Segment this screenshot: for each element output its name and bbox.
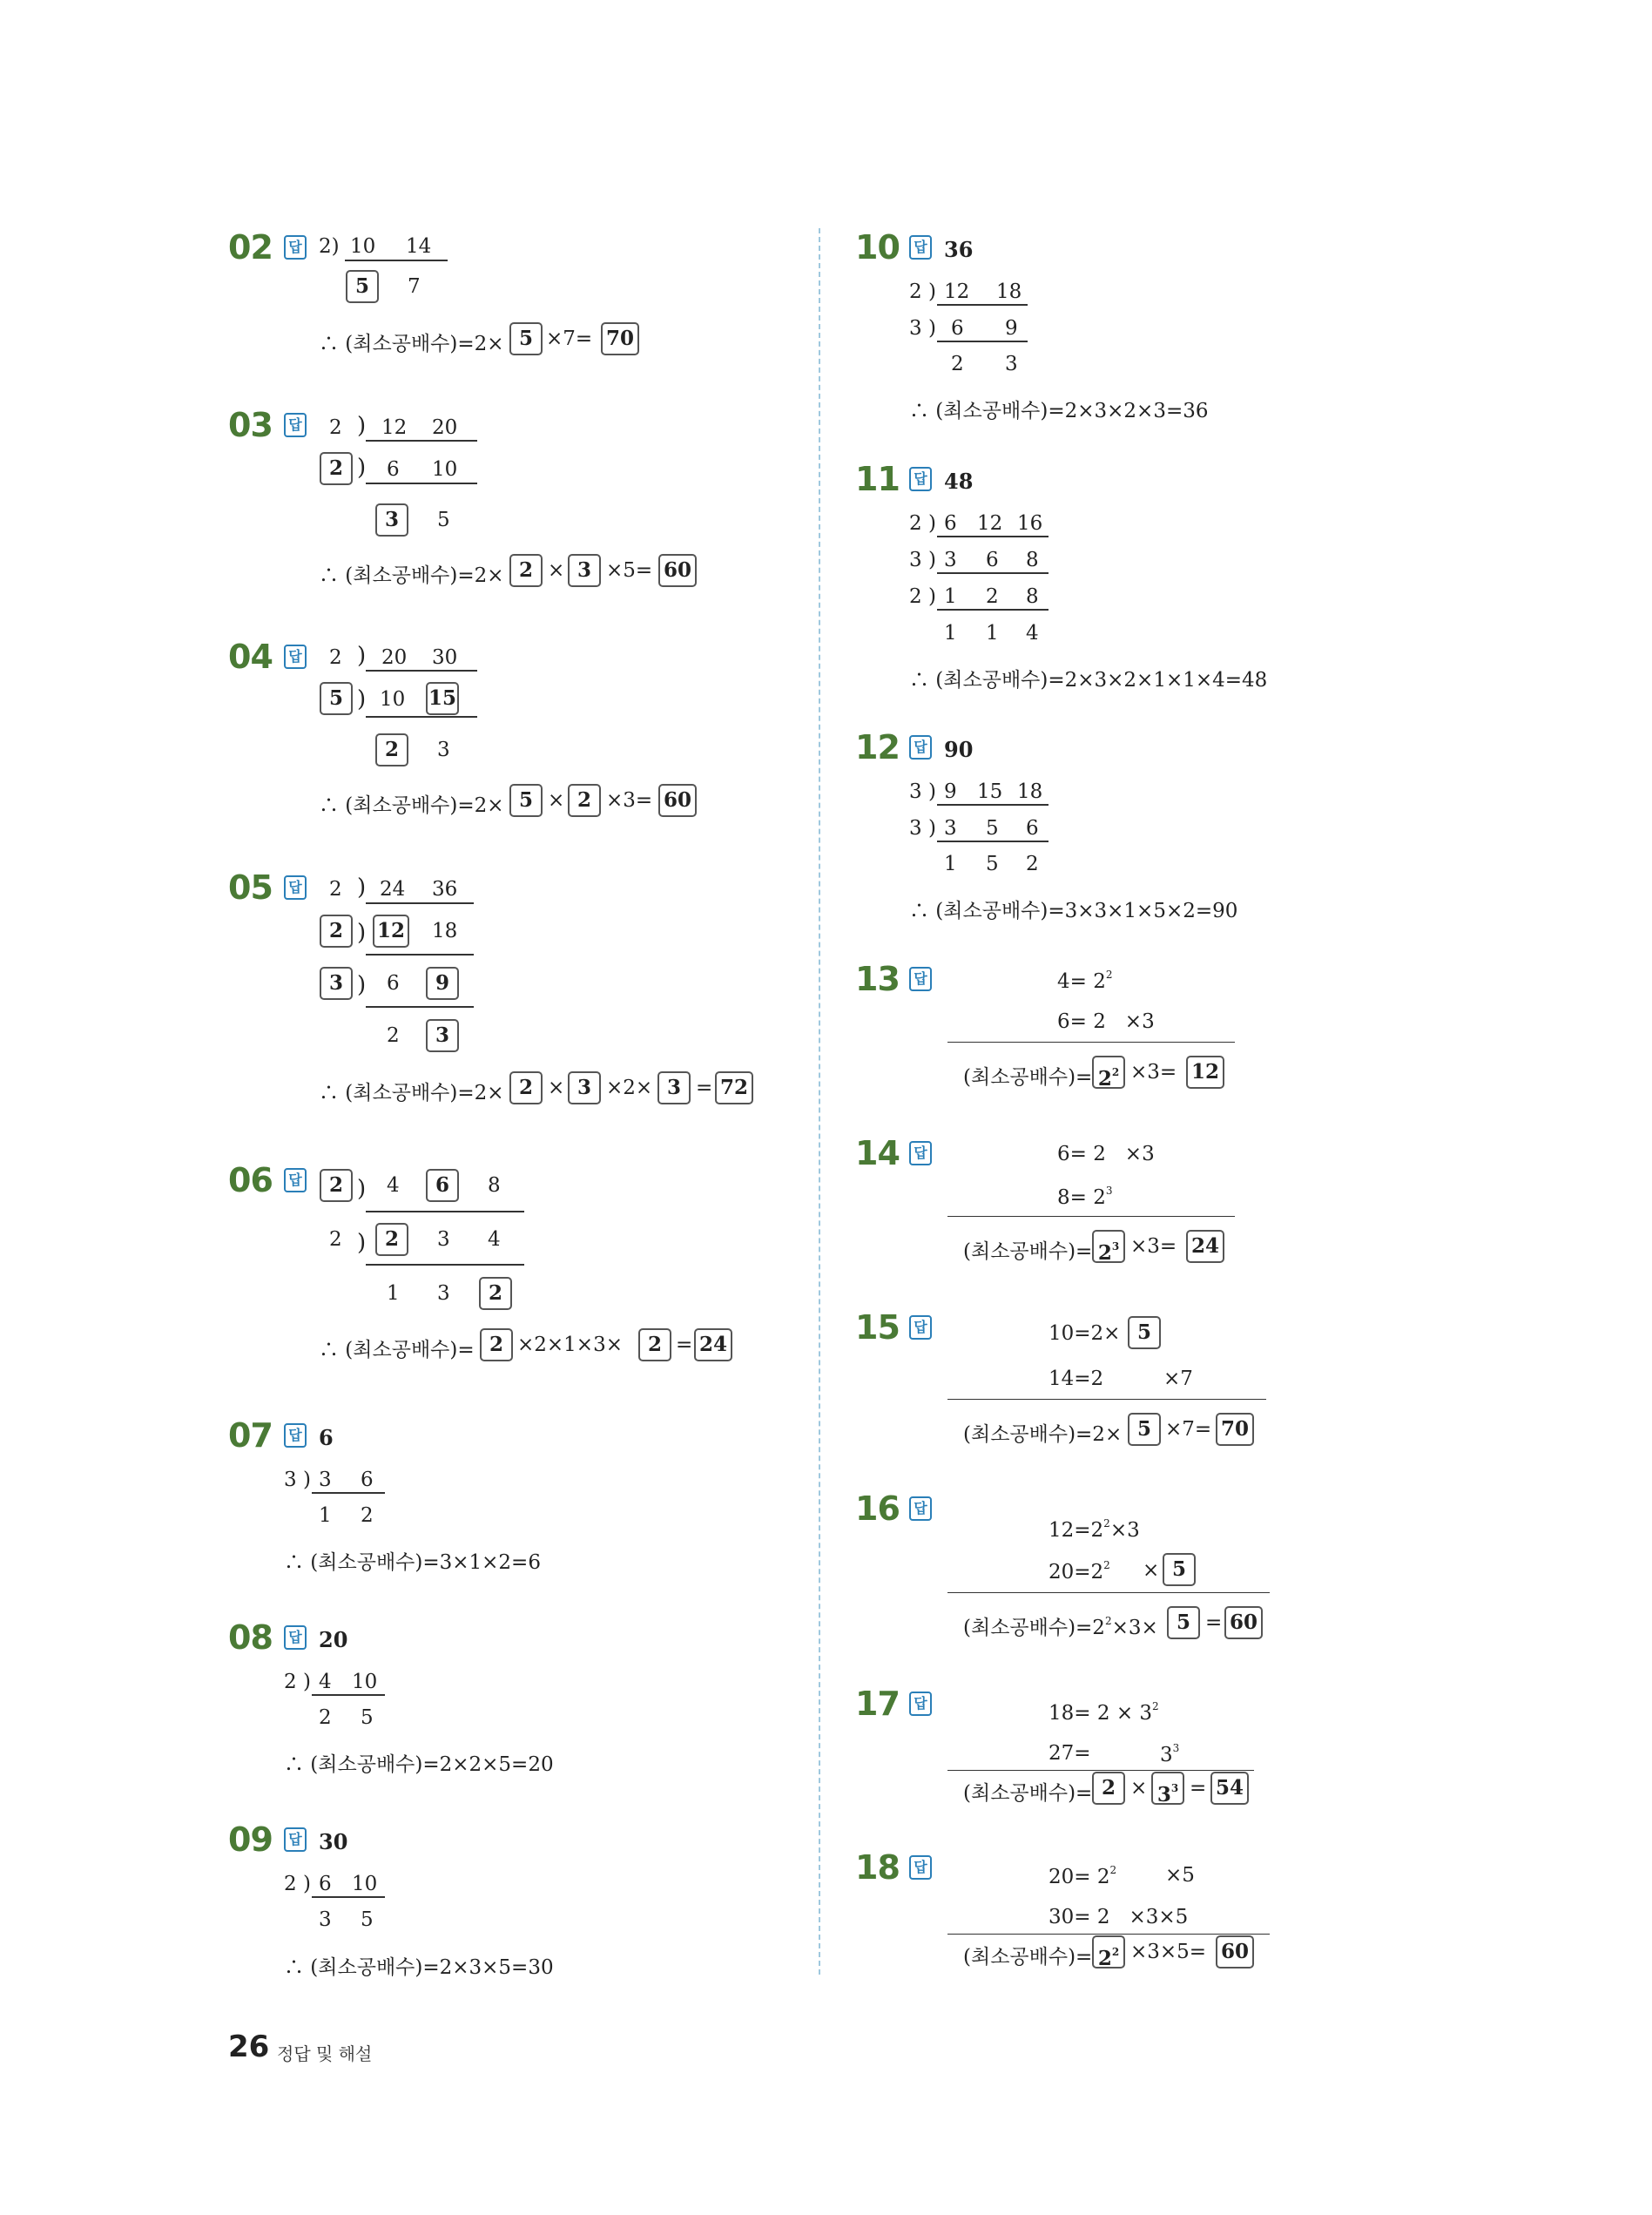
divisor: 3 ) <box>909 317 936 340</box>
divisor: 2 <box>329 646 342 669</box>
divisor: 2 <box>329 878 342 901</box>
cell: 1 <box>944 853 957 875</box>
answer-badge: 답 <box>909 967 932 991</box>
division-line <box>937 304 1028 306</box>
problem-number: 06 <box>228 1161 273 1199</box>
cell: 2 <box>387 1024 400 1047</box>
answer-box: $2^2$ <box>1092 1935 1125 1969</box>
answer-box: 5 <box>509 322 543 355</box>
division-line <box>366 440 477 442</box>
cell: 12 <box>977 512 1003 535</box>
answer-badge: 답 <box>909 1496 932 1521</box>
division-line <box>366 1006 474 1008</box>
final-answer: 36 <box>944 237 974 262</box>
divisor: 2 ) <box>284 1873 311 1895</box>
answer-badge: 답 <box>284 413 307 437</box>
final-answer: 20 <box>319 1627 348 1652</box>
cell: 3 <box>1005 353 1018 375</box>
footer-title: 정답 및 해설 <box>277 2043 373 2064</box>
cell: 36 <box>432 878 458 901</box>
conclusion-text: ∴ (최소공배수)=3×1×2=6 <box>284 1551 541 1574</box>
cell: 1 <box>319 1504 332 1527</box>
cell: 30 <box>432 646 458 669</box>
problem-number: 03 <box>228 406 273 444</box>
cell: 2 <box>986 585 999 608</box>
conclusion-text: ∴ (최소공배수)=2× <box>319 1082 504 1104</box>
divider-line <box>947 1592 1270 1593</box>
division-line <box>366 670 477 672</box>
cell: 18 <box>996 280 1022 303</box>
cell: 20 <box>432 416 458 439</box>
cell: 5 <box>986 853 999 875</box>
division-line <box>937 572 1049 574</box>
answer-box: 60 <box>1224 1606 1263 1639</box>
answer-badge: 답 <box>909 1855 932 1880</box>
conclusion-text: ∴ (최소공배수)=2×3×2×3=36 <box>909 400 1209 422</box>
cell: 7 <box>408 275 421 298</box>
problem-number: 05 <box>228 868 273 907</box>
problem-number: 07 <box>228 1416 273 1455</box>
answer-box: 9 <box>426 967 459 1000</box>
lcm-text: (최소공배수)= <box>963 1240 1093 1263</box>
division-line <box>366 902 474 904</box>
answer-badge: 답 <box>284 875 307 900</box>
cell: 6 <box>319 1873 332 1895</box>
cell: 4 <box>387 1174 400 1197</box>
answer-box: 70 <box>1216 1413 1254 1446</box>
page-number: 26 <box>228 2029 270 2064</box>
cell: 4 <box>319 1671 332 1693</box>
cell: 10 <box>352 1873 378 1895</box>
answer-badge: 답 <box>284 1625 307 1650</box>
cell: 4 <box>488 1228 501 1251</box>
answer-box: 5 <box>1167 1606 1200 1639</box>
division-line <box>937 341 1028 342</box>
division-line <box>937 841 1049 842</box>
answer-box: 24 <box>694 1328 732 1361</box>
division-line <box>937 804 1049 806</box>
factor-line: 27= <box>1049 1742 1091 1765</box>
cell: 15 <box>977 780 1003 803</box>
conclusion-text: ×2×1×3× <box>517 1334 623 1356</box>
cell: 3 <box>944 549 957 571</box>
cell: 18 <box>432 920 458 942</box>
cell: 3 <box>437 1282 450 1305</box>
answer-box: 70 <box>601 322 639 355</box>
divisor: 3 ) <box>909 549 936 571</box>
answer-box: 2 <box>568 784 601 817</box>
lcm-text: ×3= <box>1130 1235 1177 1258</box>
cell: 1 <box>986 622 999 645</box>
cell: 6 <box>944 512 957 535</box>
cell: 10 <box>352 1671 378 1693</box>
cell: 20 <box>381 646 408 669</box>
divisor: 2 ) <box>909 512 936 535</box>
cell: 18 <box>1017 780 1043 803</box>
answer-box: 2 <box>320 1169 353 1202</box>
answer-box: 5 <box>1128 1316 1161 1349</box>
answer-badge: 답 <box>284 1827 307 1852</box>
cell: 1 <box>944 622 957 645</box>
conclusion-text: ×5= <box>606 559 653 582</box>
cell: 8 <box>1026 549 1039 571</box>
factor-line: 10=2× <box>1049 1322 1121 1345</box>
conclusion-text: ∴ (최소공배수)= <box>319 1339 475 1361</box>
answer-box: 3 <box>426 1019 459 1052</box>
cell: 6 <box>951 317 964 340</box>
divisor: 3 ) <box>284 1469 311 1491</box>
lcm-text: ×3×5= <box>1130 1941 1207 1963</box>
answer-box: 2 <box>375 733 408 766</box>
divisor: 2 ) <box>284 1671 311 1693</box>
cell: 9 <box>1005 317 1018 340</box>
answer-box: 12 <box>373 915 409 948</box>
paren: ) <box>357 920 367 946</box>
cell: 9 <box>944 780 957 803</box>
division-line <box>366 716 477 718</box>
answer-box: 24 <box>1186 1230 1224 1263</box>
problem-number: 10 <box>855 228 900 267</box>
division-line <box>366 1211 524 1212</box>
answer-badge: 답 <box>909 1141 932 1165</box>
answer-badge: 답 <box>284 235 307 260</box>
lcm-text: (최소공배수)= <box>963 1782 1093 1805</box>
cell: 10 <box>350 235 376 258</box>
cell: 24 <box>380 878 406 901</box>
answer-badge: 답 <box>909 235 932 260</box>
answer-box: 5 <box>1163 1553 1196 1586</box>
answer-box: 2 <box>638 1328 671 1361</box>
problem-number: 02 <box>228 228 273 267</box>
factor-line: $12=2^2\times 3$ <box>1049 1517 1140 1542</box>
divider-line <box>947 1934 1270 1935</box>
factor-line: $8= 2^3$ <box>1057 1185 1113 1209</box>
answer-box: 2 <box>479 1277 512 1310</box>
answer-box: 2 <box>509 554 543 587</box>
answer-box: 2 <box>320 915 353 948</box>
paren: ) <box>357 455 367 481</box>
answer-box: 54 <box>1210 1772 1249 1805</box>
division-line <box>937 609 1049 611</box>
answer-box: $2^3$ <box>1092 1230 1125 1263</box>
cell: 2 <box>1026 853 1039 875</box>
paren: ) <box>357 875 367 901</box>
conclusion-text: ∴ (최소공배수)=2× <box>319 333 504 355</box>
answer-box: 5 <box>346 270 379 303</box>
conclusion-text: ∴ (최소공배수)=3×3×1×5×2=90 <box>909 900 1238 922</box>
answer-box: $2^2$ <box>1092 1056 1125 1089</box>
problem-number: 14 <box>855 1134 900 1172</box>
cell: 10 <box>432 458 458 481</box>
paren: ) <box>357 686 367 712</box>
factor-line: × <box>1143 1559 1160 1582</box>
cell: 8 <box>1026 585 1039 608</box>
lcm-text: (최소공배수)$=2^2\times 3\times$ <box>963 1615 1158 1639</box>
cell: 5 <box>361 1706 374 1729</box>
answer-box: 72 <box>715 1071 753 1104</box>
cell: 14 <box>406 235 432 258</box>
answer-box: 5 <box>320 682 353 715</box>
conclusion-text: ×2× <box>606 1077 653 1099</box>
problem-number: 18 <box>855 1848 900 1887</box>
conclusion-text: × <box>548 1077 565 1099</box>
answer-badge: 답 <box>284 1423 307 1448</box>
division-line <box>312 1694 385 1696</box>
cell: 4 <box>1026 622 1039 645</box>
final-answer: 90 <box>944 737 974 762</box>
lcm-text: = <box>1190 1777 1207 1800</box>
answer-box: 60 <box>658 554 697 587</box>
divisor: 2 <box>329 416 342 439</box>
conclusion-text: ∴ (최소공배수)=2× <box>319 564 504 587</box>
final-answer: 6 <box>319 1425 334 1450</box>
answer-box: 2 <box>480 1328 513 1361</box>
paren: ) <box>357 1230 367 1256</box>
conclusion-text: ∴ (최소공배수)=2×3×5=30 <box>284 1956 554 1979</box>
divider-line <box>947 1216 1235 1217</box>
division-line <box>312 1896 385 1898</box>
cell: 5 <box>986 817 999 840</box>
divider-line <box>947 1042 1235 1043</box>
cell: 3 <box>319 1469 332 1491</box>
lcm-text: ×7= <box>1165 1418 1212 1441</box>
lcm-text: (최소공배수)=2× <box>963 1423 1123 1446</box>
factor-line: $20= 2^2$ <box>1049 1864 1117 1888</box>
factor-line: 6= 2 ×3 <box>1057 1010 1155 1033</box>
cell: 2 <box>319 1706 332 1729</box>
answer-box: 6 <box>426 1169 459 1202</box>
division-line <box>366 483 477 484</box>
divisor: 2 <box>329 1228 342 1251</box>
cell: 6 <box>387 458 400 481</box>
answer-badge: 답 <box>909 1692 932 1716</box>
lcm-text: = <box>1205 1611 1223 1634</box>
cell: 2 <box>951 353 964 375</box>
divisor: 2 ) <box>909 585 936 608</box>
paren: ) <box>357 1176 367 1202</box>
problem-number: 15 <box>855 1308 900 1347</box>
division-line <box>366 1264 524 1266</box>
divisor: 3 ) <box>909 780 936 803</box>
lcm-text: (최소공배수)= <box>963 1066 1093 1089</box>
divider-line <box>947 1399 1266 1400</box>
cell: 6 <box>986 549 999 571</box>
division-line <box>937 536 1049 537</box>
answer-box: $3^3$ <box>1151 1772 1184 1805</box>
conclusion-text: ∴ (최소공배수)=2×2×5=20 <box>284 1753 554 1776</box>
problem-number: 12 <box>855 728 900 766</box>
factor-line: $4= 2^2$ <box>1057 969 1113 993</box>
cell: 16 <box>1017 512 1043 535</box>
conclusion-text: = <box>676 1334 693 1356</box>
factor-line: 30= 2 ×3×5 <box>1049 1906 1189 1928</box>
paren: ) <box>357 972 367 998</box>
answer-box: 3 <box>320 967 353 1000</box>
answer-box: 2 <box>375 1223 408 1256</box>
answer-box: 3 <box>568 554 601 587</box>
answer-box: 5 <box>1128 1413 1161 1446</box>
cell: 6 <box>361 1469 374 1491</box>
cell: 1 <box>944 585 957 608</box>
problem-number: 04 <box>228 638 273 676</box>
cell: 3 <box>437 1228 450 1251</box>
division-line <box>345 260 448 261</box>
factor-line: 14=2 <box>1049 1367 1104 1390</box>
cell: 12 <box>944 280 970 303</box>
answer-box: 15 <box>426 682 459 715</box>
conclusion-text: ∴ (최소공배수)=2× <box>319 794 504 817</box>
answer-badge: 답 <box>284 1168 307 1192</box>
factor-line: 6= 2 ×3 <box>1057 1143 1155 1165</box>
divisor: 3 ) <box>909 817 936 840</box>
divisor: 2) <box>319 235 340 258</box>
problem-number: 16 <box>855 1489 900 1528</box>
cell: 6 <box>387 972 400 995</box>
divisor: 2 ) <box>909 280 936 303</box>
cell: 10 <box>380 688 406 711</box>
division-line <box>366 954 474 956</box>
factor-line: ×5 <box>1165 1864 1195 1887</box>
conclusion-text: × <box>548 559 565 582</box>
cell: 6 <box>1026 817 1039 840</box>
problem-number: 11 <box>855 460 900 498</box>
answer-box: 2 <box>509 1071 543 1104</box>
cell: 5 <box>361 1908 374 1931</box>
divider-line <box>947 1770 1254 1771</box>
problem-number: 13 <box>855 960 900 998</box>
cell: 12 <box>381 416 408 439</box>
final-answer: 30 <box>319 1829 348 1854</box>
final-answer: 48 <box>944 469 974 494</box>
answer-box: 2 <box>1092 1772 1125 1805</box>
conclusion-text: ×3= <box>606 789 653 812</box>
answer-box: 3 <box>657 1071 691 1104</box>
answer-box: 3 <box>375 503 408 537</box>
column-divider <box>819 228 820 1975</box>
answer-badge: 답 <box>909 735 932 760</box>
division-line <box>312 1492 385 1494</box>
answer-box: 3 <box>568 1071 601 1104</box>
factor-line: $20=2^2$ <box>1049 1559 1110 1584</box>
cell: 5 <box>437 509 450 531</box>
paren: ) <box>357 643 367 669</box>
paren: ) <box>357 413 367 439</box>
answer-box: 5 <box>509 784 543 817</box>
answer-box: 60 <box>658 784 697 817</box>
problem-number: 08 <box>228 1618 273 1657</box>
answer-badge: 답 <box>909 1315 932 1340</box>
cell: 2 <box>361 1504 374 1527</box>
conclusion-text: ∴ (최소공배수)=2×3×2×1×1×4=48 <box>909 669 1268 692</box>
answer-box: 2 <box>320 452 353 485</box>
cell: 8 <box>488 1174 501 1197</box>
conclusion-text: × <box>548 789 565 812</box>
problem-number: 17 <box>855 1685 900 1723</box>
cell: 3 <box>319 1908 332 1931</box>
lcm-text: × <box>1130 1777 1148 1800</box>
answer-badge: 답 <box>284 645 307 669</box>
cell: 1 <box>387 1282 400 1305</box>
answer-box: 60 <box>1216 1935 1254 1969</box>
cell: 3 <box>437 739 450 761</box>
conclusion-text: = <box>696 1077 713 1099</box>
conclusion-text: ×7= <box>546 328 593 350</box>
problem-number: 09 <box>228 1820 273 1859</box>
factor-line: $18= 2 \times 3^2$ <box>1049 1700 1159 1725</box>
cell: 3 <box>944 817 957 840</box>
answer-badge: 답 <box>909 467 932 491</box>
factor-line: $3^3$ <box>1160 1742 1180 1766</box>
factor-line: ×7 <box>1163 1367 1193 1390</box>
answer-box: 12 <box>1186 1056 1224 1089</box>
lcm-text: (최소공배수)= <box>963 1946 1093 1969</box>
lcm-text: ×3= <box>1130 1061 1177 1084</box>
